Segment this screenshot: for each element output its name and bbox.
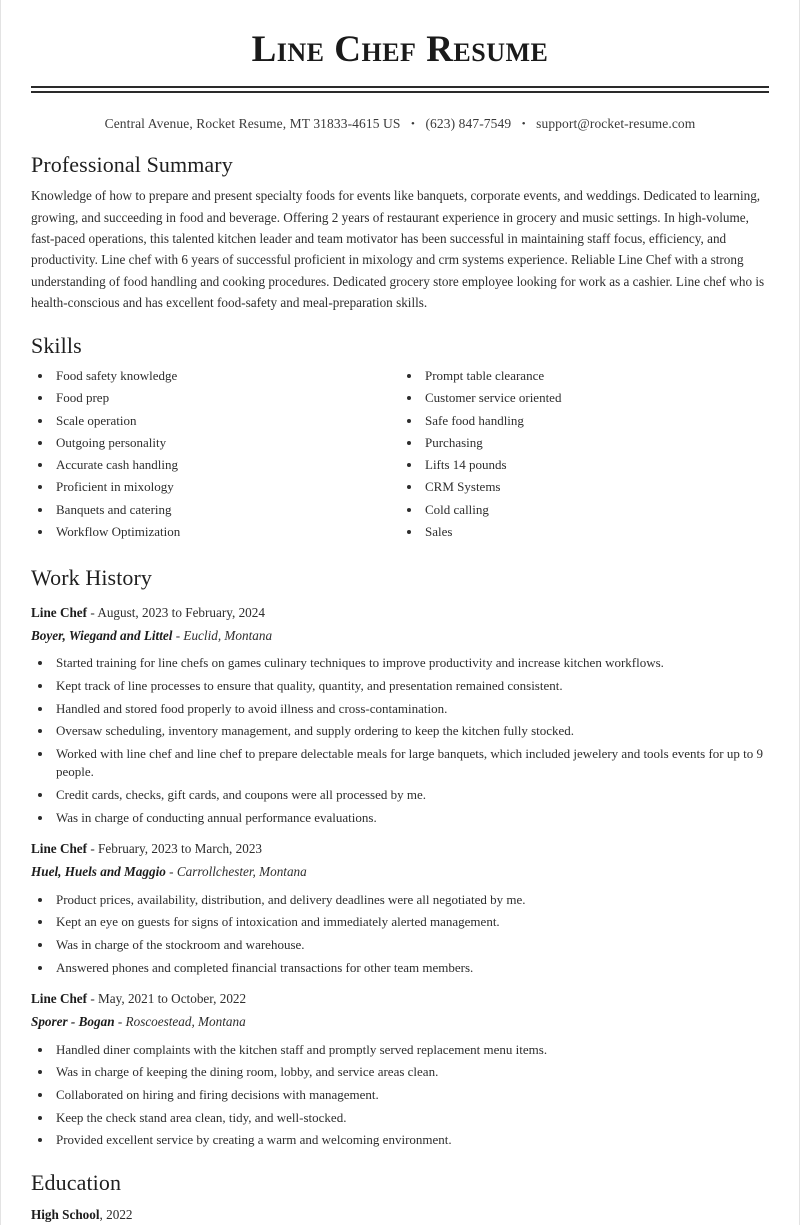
job-dates: August, 2023 to February, 2024	[97, 604, 265, 620]
job-bullet: • Kept an eye on guests for signs of intoxication and immediately alerted management.	[53, 913, 769, 931]
section-work-history	[31, 563, 769, 1150]
job-bullet: • Answered phones and completed financial transactions for other team members.	[53, 959, 769, 977]
job-bullet: • Was in charge of keeping the dining room, lobby, and service areas clean.	[53, 1063, 769, 1081]
job-title: Line Chef	[31, 604, 88, 620]
header-divider-thin	[31, 91, 769, 93]
contact-separator-2: •	[521, 117, 526, 130]
list-item: • Lifts 14 pounds	[422, 456, 769, 474]
section-education	[31, 1168, 769, 1225]
job-bullet: • Handled and stored food properly to avoid illness and cross-contamination.	[53, 700, 769, 718]
job-separator: -	[165, 863, 177, 879]
contact-phone[interactable]: (623) 847-7549	[425, 115, 512, 131]
list-item: • Food prep	[53, 389, 400, 407]
list-item: • Workflow Optimization	[53, 523, 400, 541]
job-company: Boyer, Wiegand and Littel	[31, 627, 173, 643]
job-bullet: • Credit cards, checks, gift cards, and coupons were all processed by me.	[53, 786, 769, 804]
job-dates: February, 2023 to March, 2023	[98, 841, 263, 857]
section-heading-work-history: Work History	[31, 565, 153, 591]
skills-columns	[31, 367, 769, 545]
job-title: Line Chef	[31, 841, 88, 857]
job-bullet: • Worked with line chef and line chef to prepare delectable meals for large banquets, which included jewelery and tools events for up to 9 people.	[53, 745, 769, 782]
job-bullet-list	[31, 654, 769, 827]
job-bullet: • Was in charge of conducting annual performance evaluations.	[53, 809, 769, 827]
work-history-entry	[31, 989, 769, 1150]
job-location: Carrollchester, Montana	[176, 863, 307, 879]
job-bullet: • Kept track of line processes to ensure that quality, quantity, and presentation remained consistent.	[53, 677, 769, 695]
list-item: • Outgoing personality	[53, 434, 400, 452]
job-bullet: • Provided excellent service by creating a warm and welcoming environment.	[53, 1131, 769, 1149]
skills-column-left	[31, 367, 400, 545]
list-item: • Sales	[422, 523, 769, 541]
list-item: • Safe food handling	[422, 412, 769, 430]
section-skills	[31, 331, 769, 545]
list-item: • Customer service oriented	[422, 389, 769, 407]
job-company: Sporer - Bogan	[31, 1013, 115, 1029]
list-item: • Proficient in mixology	[53, 478, 400, 496]
job-company-line	[31, 626, 769, 646]
skills-column-right	[400, 367, 769, 545]
contact-email[interactable]: support@rocket-resume.com	[536, 115, 696, 131]
contact-separator-1: •	[411, 117, 415, 130]
contact-address: Central Avenue, Rocket Resume, MT 31833-4615 US	[104, 115, 401, 131]
job-separator: -	[87, 991, 99, 1007]
job-dates: May, 2021 to October, 2022	[98, 991, 247, 1007]
job-separator: -	[87, 604, 98, 620]
summary-text: Knowledge of how to prepare and present specialty foods for events like banquets, corporate events, and weddings. Dedicated to learning, growing, and succeeding in food and beverage. Offering 2 years of restaurant experience in grocery and music settings. In high-volume, fast-paced operations, this talented kitchen leader and team motivator has been successful in maintaining staff focus, efficiency, and productivity. Line chef with 6 years of successful proficient in mixology and crm systems experience. Reliable Line Chef with a strong understanding of food handling and cooking procedures. Dedicated grocery store employee looking for work as a cashier. Line chef who is health-conscious and has excellent food-safety and meal-preparation skills.	[31, 188, 765, 311]
job-bullet: • Started training for line chefs on games culinary techniques to improve productivity and increase kitchen workflows.	[53, 654, 769, 672]
work-history-entry	[31, 839, 769, 977]
header-divider	[31, 86, 769, 93]
list-item: • Scale operation	[53, 412, 400, 430]
job-separator: -	[87, 841, 99, 857]
job-bullet: • Was in charge of the stockroom and warehouse.	[53, 936, 769, 954]
job-bullet: • Keep the check stand area clean, tidy, and well-stocked.	[53, 1109, 769, 1127]
list-item: • CRM Systems	[422, 478, 769, 496]
skills-list-right	[400, 367, 769, 541]
list-item: • Banquets and catering	[53, 501, 400, 519]
job-company: Huel, Huels and Maggio	[31, 863, 166, 879]
education-dates: , 2022	[99, 1207, 133, 1223]
job-bullet: • Product prices, availability, distribution, and delivery deadlines were all negotiated by me.	[53, 891, 769, 909]
job-separator: -	[114, 1013, 126, 1029]
section-heading-education: Education	[31, 1169, 122, 1195]
education-school: High School	[31, 1207, 100, 1223]
section-heading-summary: Professional Summary	[31, 151, 233, 177]
section-heading-skills: Skills	[31, 333, 82, 359]
job-title-line	[31, 603, 769, 623]
skills-list-left	[31, 367, 400, 541]
list-item: • Food safety knowledge	[53, 367, 400, 385]
job-separator: -	[172, 627, 184, 643]
work-history-entry	[31, 603, 769, 827]
job-company-line	[31, 1012, 769, 1032]
list-item: • Accurate cash handling	[53, 456, 400, 474]
job-bullet-list	[31, 891, 769, 977]
job-bullet: • Oversaw scheduling, inventory management, and supply ordering to keep the kitchen fully stocked.	[53, 722, 769, 740]
job-title-line	[31, 839, 769, 859]
job-bullet: • Handled diner complaints with the kitchen staff and promptly served replacement menu items.	[53, 1041, 769, 1059]
list-item: • Purchasing	[422, 434, 769, 452]
job-location: Euclid, Montana	[183, 627, 273, 643]
work-history-jobs	[31, 603, 769, 1150]
list-item: • Cold calling	[422, 501, 769, 519]
job-bullet-list	[31, 1041, 769, 1150]
job-title-line	[31, 989, 769, 1009]
section-professional-summary	[31, 150, 769, 314]
list-item: • Prompt table clearance	[422, 367, 769, 385]
job-location: Roscoestead, Montana	[125, 1013, 246, 1029]
education-entry	[31, 1205, 769, 1225]
contact-line	[31, 116, 769, 132]
job-title: Line Chef	[31, 991, 88, 1007]
job-bullet: • Collaborated on hiring and firing decisions with management.	[53, 1086, 769, 1104]
education-entries	[31, 1205, 769, 1225]
page-title: Line Chef Resume	[251, 29, 549, 70]
job-company-line	[31, 862, 769, 882]
